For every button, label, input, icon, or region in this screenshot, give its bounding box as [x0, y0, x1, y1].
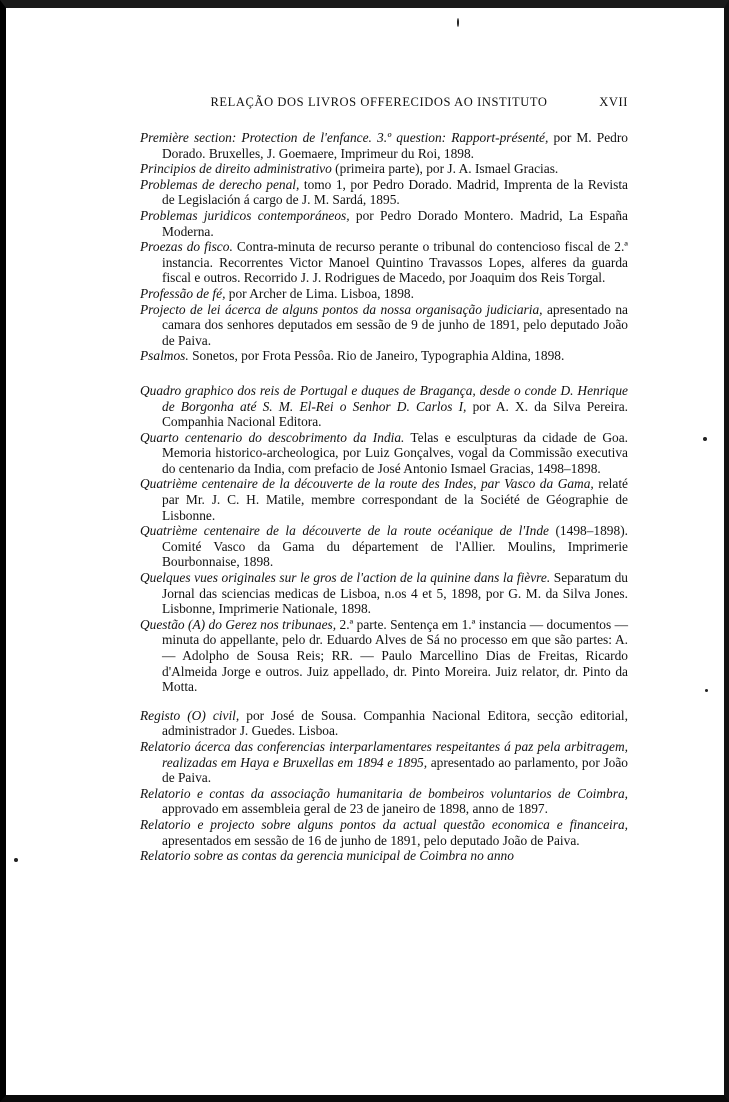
bibliography-entry: [140, 848, 628, 864]
entry-details: apresentados em sessão de 16 de junho de 1891, pelo deputado João de Paiva.: [162, 832, 580, 848]
entry-details: por Pedro Dorado Montero. Madrid, La España Moderna.: [162, 207, 628, 239]
scan-speck: [705, 689, 708, 692]
entry-title: Quadro graphico dos reis de Portugal e duques de Bragança, desde o conde D. Henrique de Borgonha até S. M. El-Rei o Senhor D. Carlos I,: [140, 382, 628, 414]
bibliography-entry: [140, 239, 628, 286]
entry-title: Quelques vues originales sur le gros de l'action de la quinine dans la fièvre.: [140, 570, 551, 586]
entry-title: Relatorio ácerca das conferencias interparlamentares respeitantes á paz pela arbitragem, realizadas em Haya e Bruxellas em 1894 e 1895,: [140, 738, 628, 770]
entry-title: Problemas juridicos contemporáneos,: [140, 207, 350, 223]
entry-title: Relatorio e contas da associação humanitaria de bombeiros voluntarios de Coimbra,: [140, 785, 628, 801]
entry-title: Questão (A) do Gerez nos tribunaes,: [140, 616, 337, 632]
entry-title: Professão de fé,: [140, 285, 226, 301]
bibliography-entry: [140, 177, 628, 208]
group-separator: [140, 364, 628, 383]
entry-details: Telas e esculpturas da cidade de Goa. Memoria historico-archeologica, por Luiz Gonçalves, vogal da Commissão executiva do centenario da India, com prefacio de José Antonio Ismael Gracias, 1498–1898.: [162, 429, 628, 476]
running-header: [140, 95, 628, 117]
entry-details: por José de Sousa. Companhia Nacional Editora, secção editorial, administrador J. Guedes. Lisboa.: [162, 707, 628, 739]
bibliography-entry: [140, 570, 628, 617]
entry-title: Problemas de derecho penal,: [140, 176, 300, 192]
bibliography-entry: [140, 430, 628, 477]
entry-title: Projecto de lei ácerca de alguns pontos da nossa organisação judiciaria,: [140, 301, 543, 317]
entry-title: Proezas do fisco.: [140, 239, 233, 255]
entry-title: Première section: Protection de l'enfance. 3.º question: Rapport-présenté,: [140, 130, 549, 145]
document-page: [140, 95, 628, 864]
bibliography-entry: [140, 348, 628, 364]
entry-details: (1498–1898). Comité Vasco da Gama du département de l'Allier. Moulins, Imprimerie Bourbonnaise, 1898.: [162, 523, 628, 570]
bibliography-entry: [140, 708, 628, 739]
bibliography-entry: [140, 786, 628, 817]
scan-speck: [14, 858, 18, 862]
bibliography-entry: [140, 302, 628, 349]
bibliography-list: [140, 130, 628, 864]
bibliography-entry: [140, 208, 628, 239]
entry-details: Sonetos, por Frota Pessôa. Rio de Janeiro, Typographia Aldina, 1898.: [188, 348, 565, 364]
entry-details: approvado em assembleia geral de 23 de janeiro de 1898, anno de 1897.: [162, 801, 548, 817]
entry-details: (primeira parte), por J. A. Ismael Gracias.: [331, 161, 559, 177]
bibliography-entry: [140, 161, 628, 177]
entry-title: Relatorio sobre as contas da gerencia municipal de Coimbra no anno: [140, 848, 514, 864]
entry-title: Registo (O) civil,: [140, 707, 240, 723]
bibliography-entry: [140, 739, 628, 786]
bibliography-entry: [140, 523, 628, 570]
entry-title: Quatrième centenaire de la découverte de la route des Indes, par Vasco da Gama,: [140, 476, 594, 492]
scan-speck: [703, 437, 707, 441]
entry-details: relaté par Mr. J. C. H. Matile, membre correspondant de la Société de Géographie de Lisbonne.: [162, 476, 629, 523]
entry-details: por M. Pedro Dorado. Bruxelles, J. Goemaere, Imprimeur du Roi, 1898.: [162, 130, 629, 161]
entry-details: por A. X. da Silva Pereira. Companhia Nacional Editora.: [162, 398, 628, 430]
bibliography-entry: [140, 383, 628, 430]
header-title: RELAÇÃO DOS LIVROS OFFERECIDOS AO INSTITUTO: [210, 95, 548, 109]
bibliography-entry: [140, 130, 628, 161]
bibliography-entry: [140, 286, 628, 302]
bibliography-entry: [140, 476, 628, 523]
entry-title: Quatrième centenaire de la découverte de la route océanique de l'Inde: [140, 523, 549, 539]
entry-details: Separatum du Jornal das sciencias medicas de Lisboa, n.os 4 et 5, 1898, por G. M. da Silva Jones. Lisbonne, Imprimerie Nationale, 1898.: [162, 570, 629, 617]
page-number: XVII: [599, 95, 628, 109]
entry-details: por Archer de Lima. Lisboa, 1898.: [225, 285, 414, 301]
entry-details: apresentado na camara dos senhores deputados em sessão de 9 de junho de 1891, pelo deputado João de Paiva.: [162, 301, 628, 348]
entry-title: Relatorio e projecto sobre alguns pontos da actual questão economica e financeira,: [140, 816, 628, 832]
group-separator: [140, 695, 628, 708]
entry-title: Quarto centenario do descobrimento da India.: [140, 429, 405, 445]
entry-details: tomo 1, por Pedro Dorado. Madrid, Imprenta de la Revista de Legislación á cargo de J. M. Sardá, 1895.: [162, 176, 628, 208]
bibliography-entry: [140, 617, 628, 695]
scan-speck: [457, 18, 459, 27]
bibliography-entry: [140, 817, 628, 848]
entry-title: Principios de direito administrativo: [140, 161, 332, 177]
entry-details: Contra-minuta de recurso perante o tribunal do contencioso fiscal de 2.ª instancia. Recorrentes Victor Manoel Quintino Travassos Lopes, alferes da guarda fiscal e outros. Recorrido J. J. Rodrigues de Macedo, por Joaquim dos Reis Torgal.: [162, 239, 629, 286]
entry-title: Psalmos.: [140, 348, 189, 364]
entry-details: 2.ª parte. Sentença em 1.ª instancia — documentos — minuta do appellante, pelo dr. Eduardo Alves de Sá no processo em que são partes: A. — Adolpho de Sousa Reis; RR. — Paulo Marcellino Dias de Freitas, Ricardo d'Almeida Jorge e outros. Juiz appellado, dr. Pinto Moreira. Juiz relator, dr. Pinto da Motta.: [162, 616, 628, 695]
entry-details: apresentado ao parlamento, por João de Paiva.: [162, 754, 628, 786]
